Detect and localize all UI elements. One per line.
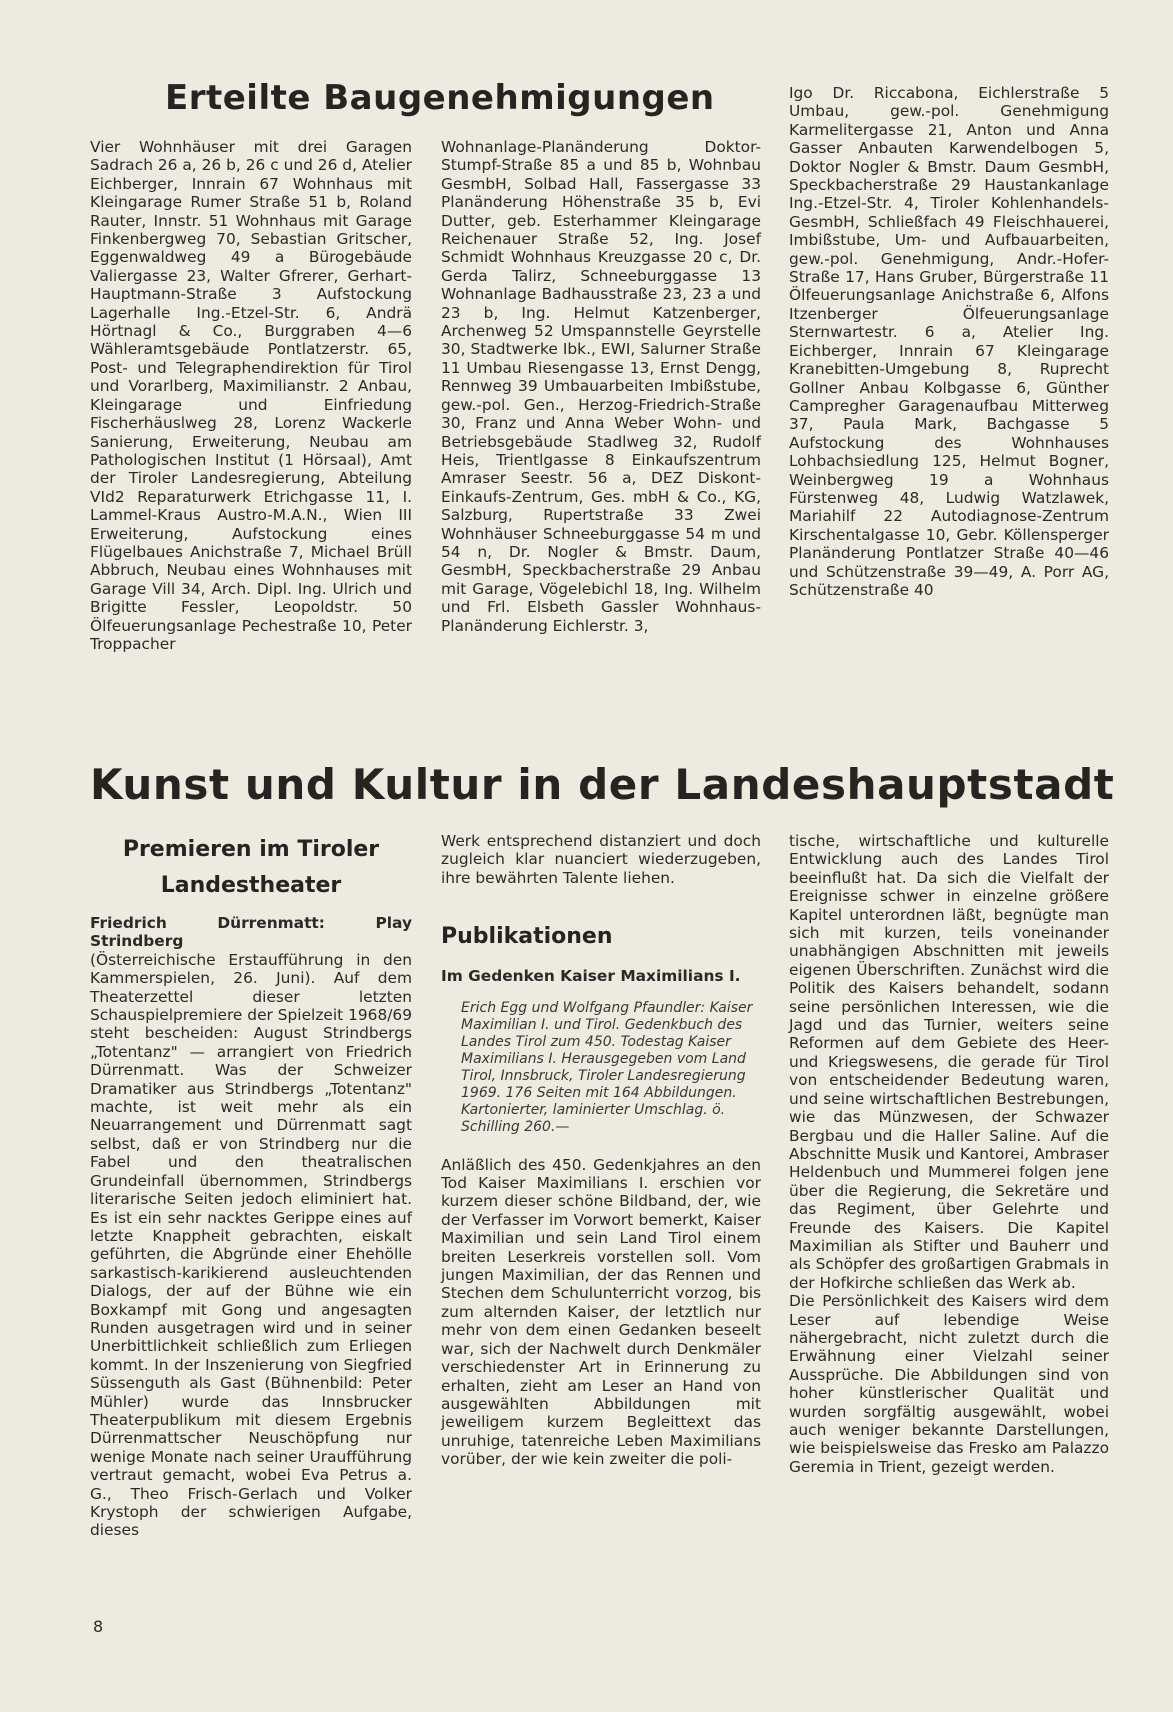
theater-column [90,832,412,1540]
theater-heading: Premieren im Tiroler Landestheater [122,837,380,898]
baugenehmigungen-text-2: Wohnanlage-Planänderung Doktor-Stumpf-Straße 85 a und 85 b, Wohnbau GesmbH, Solbad Hall, Fassergasse 33 Planänderung Höhenstraße 35 b, Evi Dutter, geb. Esterhammer Kleingarage Reichenauer Straße 52, Ing. Josef Schmidt Wohnhaus Kreuzgasse 20 c, Dr. Gerda Talirz, Schneeburggasse 13 Wohnanlage Badhausstraße 23, 23 a und 23 b, Ing. Helmut Katzenberger, Archenweg 52 Umspannstelle Geyrstelle 30, Stadtwerke Ibk., EWI, Salurner Straße 11 Umbau Riesengasse 13, Ernst Dengg, Rennweg 39 Umbauarbeiten Imbißstube, gew.-pol. Gen., Herzog-Friedrich-Straße 30, Franz und Anna Weber Wohn- und Betriebsgebäude Stadlweg 32, Rudolf Heis, Trientlgasse 8 Einkaufszentrum Amraser Seestr. 56 a, DEZ Diskont-Einkaufs-Zentrum, Ges. mbH & Co., KG, Salzburg, Rupertstraße 33 Zwei Wohnhäuser Schneeburggasse 54 m und 54 n, Dr. Nogler & Bmstr. Daum, GesmbH, Speckbacherstraße 29 Anbau mit Garage, Vögelebichl 18, Ing. Wilhelm und Frl. Elsbeth Gassler Wohnhaus-Planänderung Eichlerstr. 3, [441,138,761,635]
section-title-baugenehmigungen: Erteilte Baugenehmigungen [165,78,715,118]
review-text-part-2: Die Persönlichkeit des Kaisers wird dem Leser auf lebendige Weise nähergebracht, nicht zuletzt durch die Erwähnung einer Vielzahl seiner Aussprüche. Die Abbildungen sind von hoher künstlerischer Qualität und wurden sorgfältig ausgewählt, wobei auch weniger bekannte Darstellungen, wie beispielsweise das Fresko am Palazzo Geremia in Trient, gezeigt werden. [789,1292,1109,1476]
theater-continuation: Werk entsprechend distanziert und doch zugleich klar nuanciert wiederzugeben, ihre bewährten Talente liehen. [441,832,761,887]
baugenehmigungen-column-1 [90,138,412,653]
review-column-3 [789,832,1109,1476]
publications-review-body: Anläßlich des 450. Gedenkjahres an den Tod Kaiser Maximilians I. erschien vor kurzem dieser schöne Bildband, der, wie der Verfasser im Vorwort bemerkt, Kaiser Maximilian und sein Land Tirol einem breiten Leserkreis vorstellen soll. Vom jungen Maximilian, der das Rennen und Stechen dem Schulunterricht vorzog, bis zum alternden Kaiser, der letztlich nur mehr von dem einen Gedanken beseelt war, sich der Nachwelt durch Denkmäler verschiedenster Art in Erinnerung zu erhalten, zieht am Leser an Hand von ausgewählten Abbildungen mit jeweiligem kurzem Begleittext das unruhige, tatenreiche Leben Maximilians vorüber, der wie kein zweiter die poli- [441,1155,761,1469]
publications-bibliography: Erich Egg und Wolfgang Pfaundler: Kaiser Maximilian I. und Tirol. Gedenkbuch des Landes Tirol zum 450. Todestag Kaiser Maximilians I. Herausgegeben vom Land Tirol, Innsbruck, Tiroler Landesregierung 1969. 176 Seiten mit 164 Abbildungen. Kartonierter, laminierter Umschlag. ö. Schilling 260.— [461,999,753,1135]
theater-article-body: (Österreichische Erstaufführung in den Kammerspielen, 26. Juni). Auf dem Theaterzettel dieser letzten Schauspielpremiere der Spielzeit 1968/69 steht bescheiden: August Strindbergs „Totentanz" — arrangiert von Friedrich Dürrenmatt. Was der Schweizer Dramatiker aus Strindbergs „Totentanz" machte, ist weit mehr als ein Neuarrangement und Dürrenmatt sagt selbst, daß er von Strindberg nur die Fabel und den theatralischen Grundeinfall übernommen, Strindbergs literarische Seiten jedoch eliminiert hat. Es ist ein sehr nacktes Gerippe eines auf letzte Knappheit gebrachten, eiskalt geführten, die Abgründe einer Ehehölle sarkastisch-karikierend ausleuchtenden Dialogs, der auf der Bühne wie ein Boxkampf mit Gong und angesagten Runden ausgetragen wird und in seiner Unerbittlichkeit schließlich zum Erliegen kommt. In der Inszenierung von Siegfried Süssenguth als Gast (Bühnenbild: Peter Mühler) wurde das Innsbrucker Theaterpublikum mit diesem Ergebnis Dürrenmattscher Neuschöpfung nur wenige Monate nach seiner Uraufführung vertraut gemacht, wobei Eva Petrus a. G., Theo Frisch-Gerlach und Volker Krystoph der schwierigen Aufgabe, dieses [90,950,413,1540]
page-number: 8 [93,1617,104,1636]
baugenehmigungen-text-1: Vier Wohnhäuser mit drei Garagen Sadrach 26 a, 26 b, 26 c und 26 d, Atelier Eichberger, Innrain 67 Wohnhaus mit Kleingarage Rumer Straße 51 b, Roland Rauter, Innstr. 51 Wohnhaus mit Garage Finkenbergweg 70, Sebastian Gritscher, Eggenwaldweg 49 a Bürogebäude Valiergasse 23, Walter Gfrerer, Gerhart-Hauptmann-Straße 3 Aufstockung Lagerhalle Ing.-Etzel-Str. 6, Andrä Hörtnagl & Co., Burggraben 4—6 Wähleramtsgebäude Pontlatzerstr. 65, Post- und Telegraphendirektion für Tirol und Vorarlberg, Maximilianstr. 2 Anbau, Kleingarage und Einfriedung Fischerhäuslweg 28, Lorenz Wackerle Sanierung, Erweiterung, Neubau am Pathologischen Institut (1 Hörsaal), Amt der Tiroler Landesregierung, Abteilung VId2 Reparaturwerk Etrichgasse 11, I. Lammel-Kraus Austro-M.A.N., Wien III Erweiterung, Aufstockung eines Flügelbaues Anichstraße 7, Michael Brüll Abbruch, Neubau eines Wohnhauses mit Garage Vill 34, Arch. Dipl. Ing. Ulrich und Brigitte Fessler, Leopoldstr. 50 Ölfeuerungsanlage Pechestraße 10, Peter Troppacher [90,138,412,653]
theater-article-title: Friedrich Dürrenmatt: Play Strindberg [90,914,412,951]
publications-article-title: Im Gedenken Kaiser Maximilians I. [441,967,741,986]
publications-heading: Publikationen [441,924,613,950]
baugenehmigungen-column-3 [789,84,1109,599]
review-text-part-1: tische, wirtschaftliche und kulturelle Entwicklung auch des Landes Tirol beeinflußt hat. Da sich die Vielfalt der Ereignisse schwer in einzelne größere Kapitel unterordnen läßt, begnügte man sich mit kurzen, teils voneinander unabhängigen Abschnitten mit jeweils eigenen Überschriften. Zunächst wird die Politik des Kaisers behandelt, sodann seine persönlichen Interessen, wie die Jagd und das Turnier, weiters seine Reformen auf dem Gebiete des Heer- und Kriegswesens, die gerade für Tirol von entscheidender Bedeutung waren, und seine wirtschaftlichen Bestrebungen, wie das Münzwesen, der Schwazer Bergbau und die Haller Saline. Auf die Abschnitte Musik und Kantorei, Ambraser Heldenbuch und Mummerei folgen jene über die Regierung, die Sekretäre und das Regiment, über Gelehrte und Freunde des Kaisers. Die Kapitel Maximilian als Stifter und Bauherr und als Schöpfer des großartigen Grabmals in der Hofkirche schließen das Werk ab. [789,832,1109,1292]
section-title-kunst-und-kultur: Kunst und Kultur in der Landeshauptstadt [90,760,1115,809]
baugenehmigungen-text-3: Igo Dr. Riccabona, Eichlerstraße 5 Umbau, gew.-pol. Genehmigung Karmelitergasse 21, Anton und Anna Gasser Anbauten Karwendelbogen 5, Doktor Nogler & Bmstr. Daum GesmbH, Speckbacherstraße 29 Haustankanlage Ing.-Etzel-Str. 4, Tiroler Kohlenhandels-GesmbH, Schließfach 49 Fleischhauerei, Imbißstube, Um- und Aufbauarbeiten, gew.-pol. Genehmigung, Andr.-Hofer-Straße 17, Hans Gruber, Bürgerstraße 11 Ölfeuerungsanlage Anichstraße 6, Alfons Itzenberger Ölfeuerungsanlage Sternwartestr. 6 a, Atelier Ing. Eichberger, Innrain 67 Kleingarage Kranebitten-Umgebung 8, Ruprecht Gollner Anbau Kolbgasse 6, Günther Campregher Garagenaufbau Mitterweg 37, Paula Mark, Bachgasse 5 Aufstockung des Wohnhauses Lohbachsiedlung 125, Helmut Bogner, Weinbergweg 19 a Wohnhaus Fürstenweg 48, Ludwig Watzlawek, Mariahilf 22 Autodiagnose-Zentrum Kirschentalgasse 10, Gebr. Köllensperger Planänderung Pontlatzer Straße 40—46 und Schützenstraße 39—49, A. Porr AG, Schützenstraße 40 [789,84,1109,599]
baugenehmigungen-column-2 [441,138,761,635]
publications-column [441,832,761,1469]
